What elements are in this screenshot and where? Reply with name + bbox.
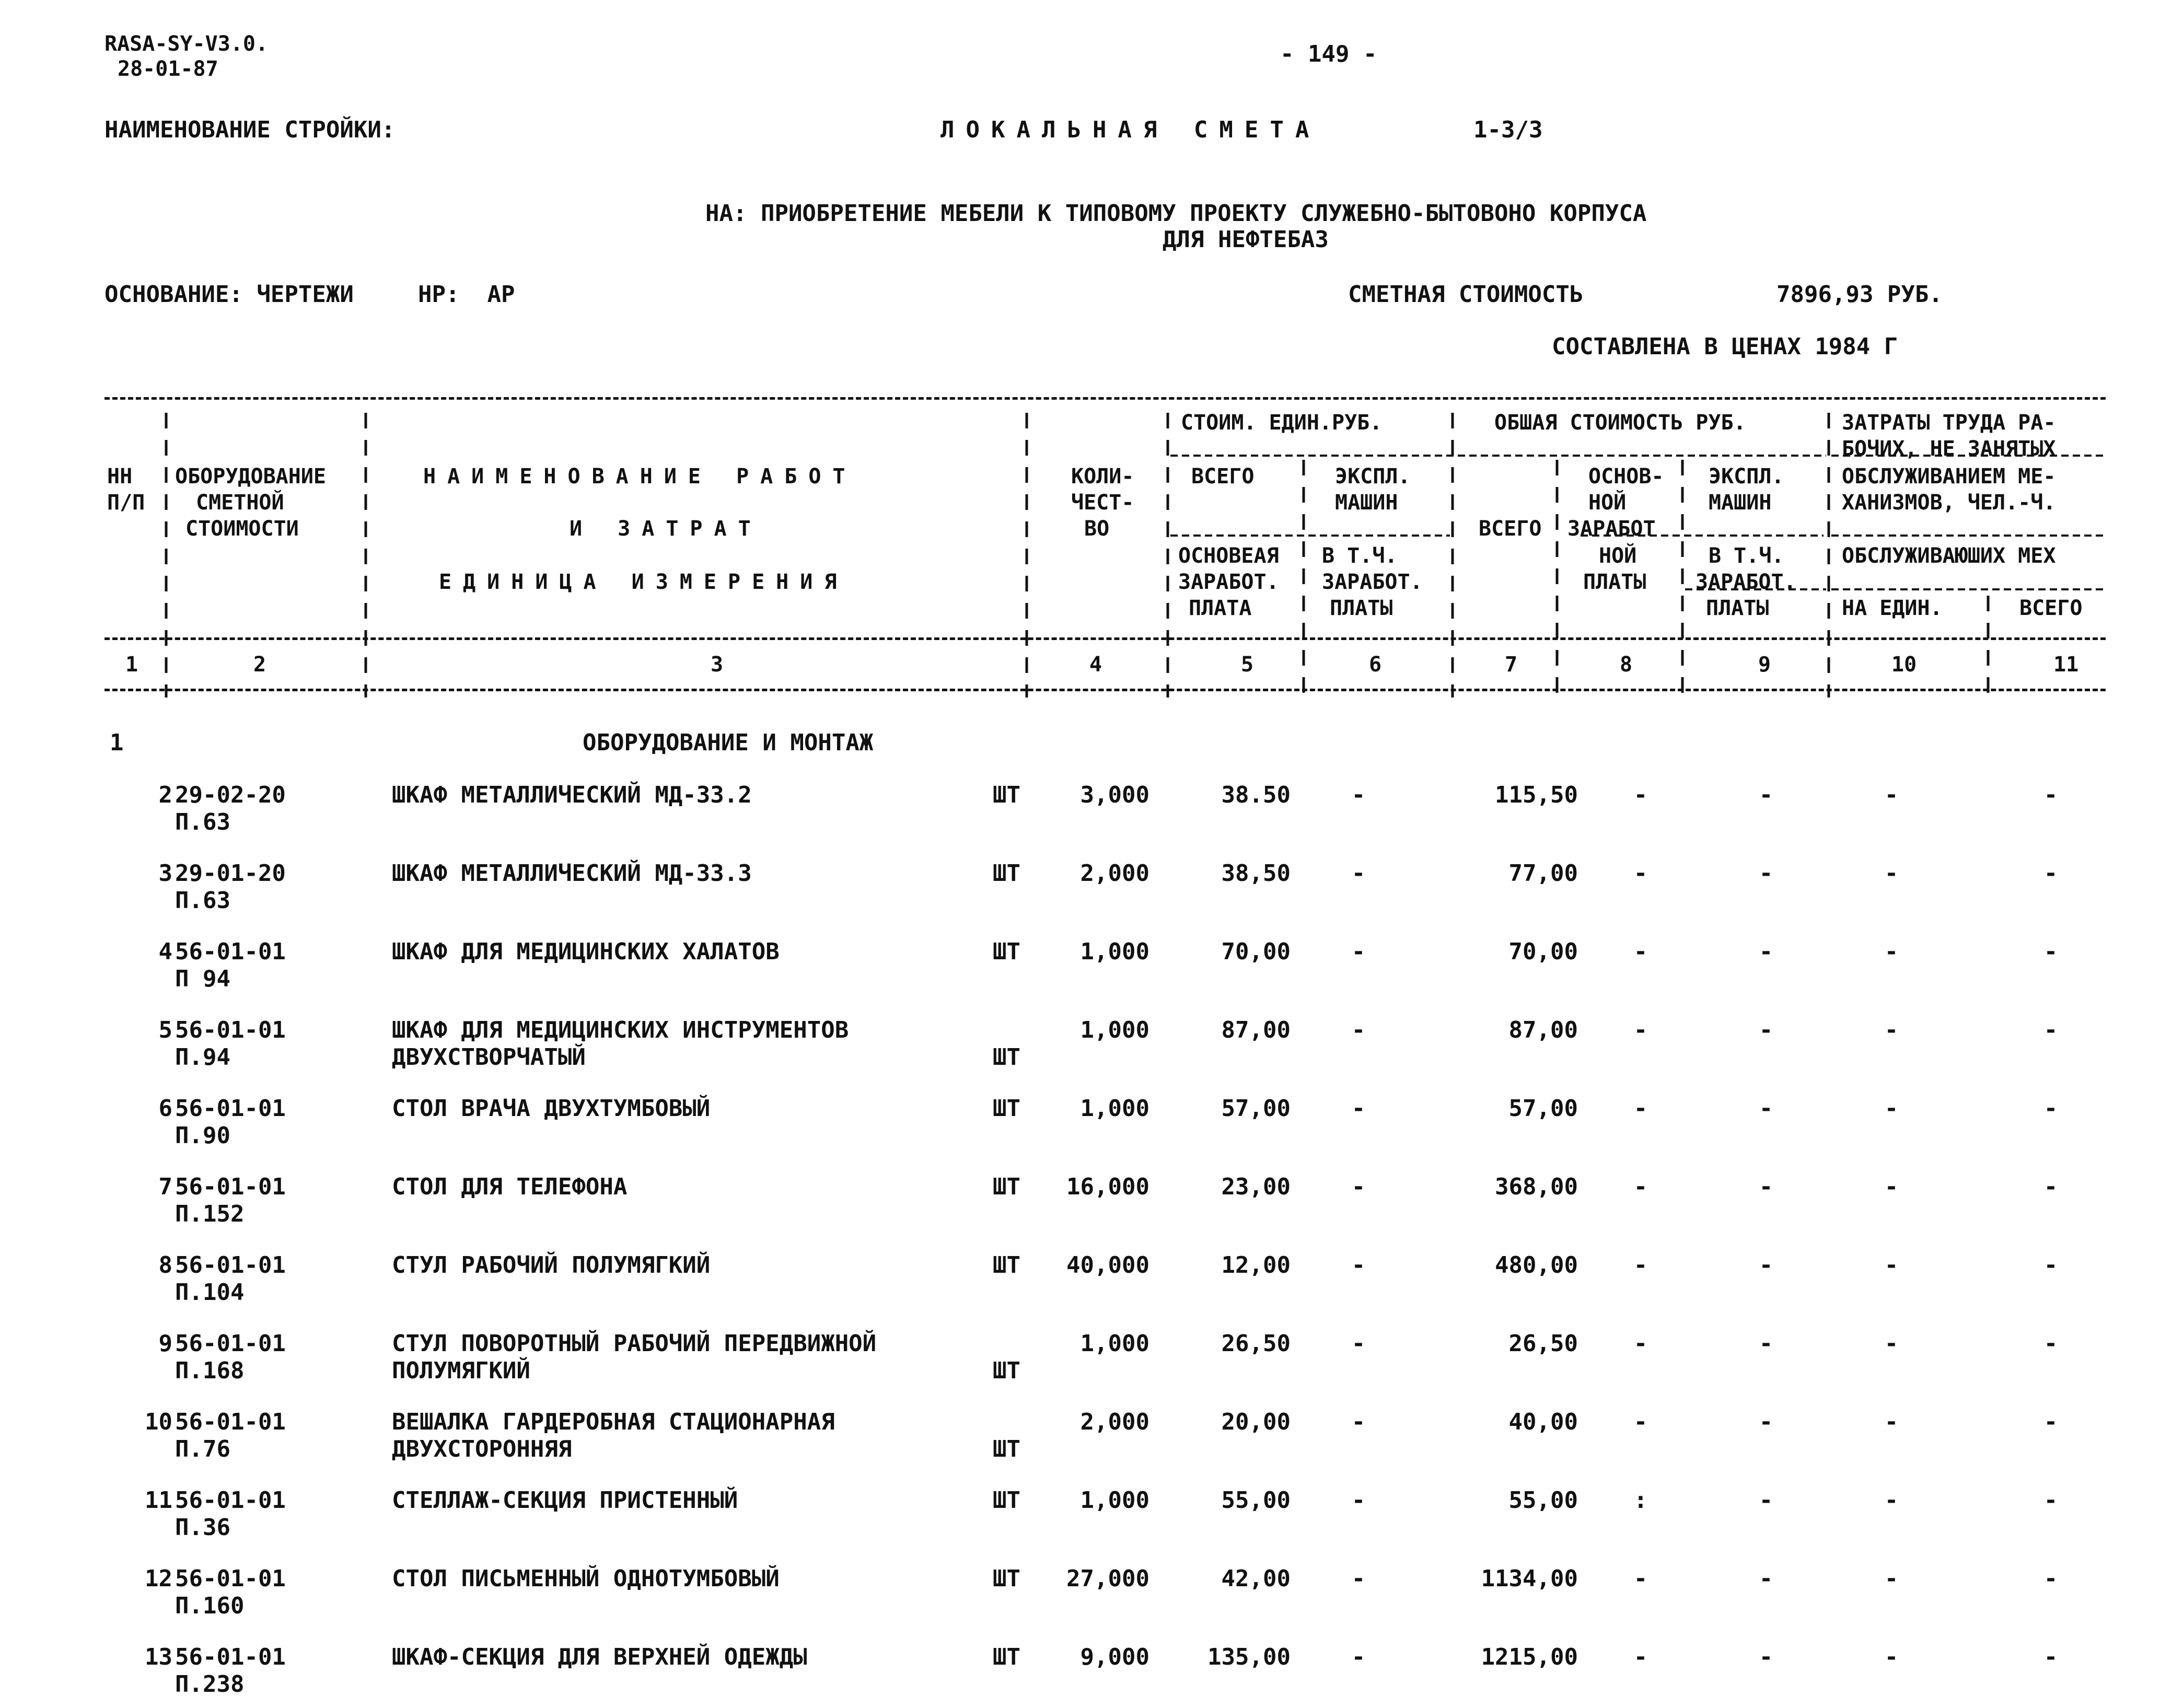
row-unit: ШТ [993, 1044, 1020, 1071]
hdr-c6-bot-1: В Т.Ч. [1322, 544, 1398, 568]
row-labor-per-unit: - [1884, 1644, 1899, 1670]
hdr-c6-top-2: МАШИН [1335, 491, 1398, 515]
hdr-c1-line-3: НН [107, 464, 133, 489]
row-machine-cost: - [1351, 1644, 1366, 1670]
row-number: 3 [158, 860, 172, 887]
row-quantity: 16,000 [1066, 1173, 1149, 1200]
row-machine-operation: - [1759, 1017, 1773, 1043]
row-base-wages: - [1633, 782, 1648, 808]
colnum-3: 3 [711, 653, 724, 677]
hdr-c1-line-4: П/П [107, 491, 145, 515]
row-reference: П 94 [175, 966, 230, 992]
row-total: 368,00 [1495, 1173, 1578, 1200]
row-quantity: 3,000 [1080, 782, 1149, 808]
row-total: 57,00 [1508, 1095, 1578, 1122]
row-labor-total: - [2043, 1487, 2058, 1514]
hdr-c6-bot-2: ЗАРАБОТ. [1322, 570, 1423, 594]
row-number: 8 [158, 1252, 172, 1279]
row-labor-total: - [2043, 1644, 2058, 1670]
row-machine-cost: - [1351, 1330, 1366, 1357]
row-unit-price: 38,50 [1221, 860, 1291, 887]
row-reference: П.160 [175, 1593, 245, 1619]
row-machine-operation: - [1759, 938, 1773, 965]
row-machine-operation: - [1759, 860, 1773, 887]
row-machine-cost: - [1351, 860, 1366, 887]
colnum-8: 8 [1620, 653, 1633, 677]
colnum-9: 9 [1758, 653, 1771, 677]
row-total: 1215,00 [1481, 1644, 1578, 1670]
row-labor-total: - [2043, 1409, 2058, 1435]
row-machine-operation: - [1759, 1330, 1773, 1357]
row-reference: П.76 [175, 1436, 230, 1462]
hdr-c11: ВСЕГО [2019, 596, 2083, 620]
row-name: ШКАФ МЕТАЛЛИЧЕСКИЙ МД-33.2 [392, 782, 752, 808]
row-name: СТУЛ РАБОЧИЙ ПОЛУМЯГКИЙ [392, 1252, 711, 1279]
row-labor-per-unit: - [1884, 1017, 1899, 1043]
row-base-wages: - [1633, 1173, 1648, 1200]
colnum-5: 5 [1241, 653, 1254, 677]
hdr-c2-line-2: СМЕТНОЙ [196, 491, 284, 515]
colnum-10: 10 [1891, 653, 1917, 677]
row-quantity: 1,000 [1080, 1095, 1149, 1122]
row-unit: ШТ [993, 1095, 1020, 1122]
row-unit-price: 38.50 [1221, 782, 1291, 808]
row-code: 56-01-01 [175, 1252, 286, 1279]
row-number: 11 [145, 1487, 172, 1514]
row-machine-cost: - [1351, 1487, 1366, 1514]
row-reference: П.168 [175, 1357, 245, 1384]
row-labor-total: - [2043, 1565, 2058, 1592]
hdr-c5-bot-2: ЗАРАБОТ. [1178, 570, 1279, 594]
row-unit: ШТ [993, 938, 1020, 965]
hdr-c8-line-4: НОЙ [1599, 544, 1637, 568]
row-labor-total: - [2043, 1252, 2058, 1279]
hdr-c3-line-2: И ЗАТРАТ [570, 517, 762, 541]
hdr-c3-line-3: ЕДИНИЦА ИЗМЕРЕНИЯ [439, 570, 849, 594]
row-total: 87,00 [1508, 1017, 1578, 1043]
row-unit: ШТ [993, 1252, 1020, 1279]
row-unit-price: 42,00 [1221, 1565, 1291, 1592]
row-reference: П.104 [175, 1279, 245, 1306]
subject-line-2: ДЛЯ НЕФТЕБАЗ [1163, 226, 1329, 253]
hdr-labor-line-4: ХАНИЗМОВ, ЧЕЛ.-Ч. [1842, 491, 2056, 515]
program-code: RASA-SY-V3.0. [104, 32, 269, 56]
hdr-c2-line-1: ОБОРУДОВАНИЕ [175, 464, 326, 489]
row-name: ШКАФ-СЕКЦИЯ ДЛЯ ВЕРХНЕЙ ОДЕЖДЫ [392, 1644, 807, 1670]
row-name: СТОЛ ВРАЧА ДВУХТУМБОВЫЙ [392, 1095, 711, 1122]
row-machine-operation: - [1759, 782, 1773, 808]
row-labor-per-unit: - [1884, 1330, 1899, 1357]
hdr-c8-line-2: НОЙ [1588, 491, 1627, 515]
row-number: 5 [158, 1017, 172, 1043]
construction-label: НАИМЕНОВАНИЕ СТРОЙКИ: [104, 117, 396, 143]
row-quantity: 40,000 [1066, 1252, 1149, 1279]
row-unit: ШТ [993, 1487, 1020, 1514]
row-reference: П.90 [175, 1122, 230, 1149]
row-labor-per-unit: - [1884, 1252, 1899, 1279]
row-labor-total: - [2043, 1095, 2058, 1122]
row-base-wages: - [1633, 1095, 1648, 1122]
row-unit: ШТ [993, 1357, 1020, 1384]
row-base-wages: - [1633, 860, 1648, 887]
row-total: 1134,00 [1481, 1565, 1578, 1592]
row-code: 56-01-01 [175, 1565, 286, 1592]
row-machine-operation: - [1759, 1644, 1773, 1670]
section-title: ОБОРУДОВАНИЕ И МОНТАЖ [583, 729, 874, 756]
row-name: ШКАФ МЕТАЛЛИЧЕСКИЙ МД-33.3 [392, 860, 752, 887]
row-total: 70,00 [1508, 938, 1578, 965]
row-code: 56-01-01 [175, 1017, 286, 1043]
colnum-1: 1 [125, 653, 138, 677]
row-reference: П.238 [175, 1671, 245, 1698]
row-unit: ШТ [993, 1436, 1020, 1462]
hdr-c8-line-5: ПЛАТЫ [1583, 570, 1646, 594]
hdr-unit-cost-group: СТОИМ. ЕДИН.РУБ. [1181, 411, 1383, 435]
row-number: 6 [158, 1095, 172, 1122]
row-name-cont: ДВУХСТВОРЧАТЫЙ [392, 1044, 586, 1071]
row-quantity: 1,000 [1080, 1330, 1149, 1357]
page-number: - 149 - [1280, 41, 1377, 67]
hdr-labor-line-3: ОБСЛУЖИВАНИЕМ МЕ- [1842, 464, 2056, 489]
row-labor-per-unit: - [1884, 1487, 1899, 1514]
row-name: СТУЛ ПОВОРОТНЫЙ РАБОЧИЙ ПЕРЕДВИЖНОЙ [392, 1330, 877, 1357]
row-labor-per-unit: - [1884, 1409, 1899, 1435]
row-base-wages: - [1633, 1409, 1648, 1435]
hdr-labor-line-1: ЗАТРАТЫ ТРУДА РА- [1842, 411, 2056, 435]
document-number: 1-3/3 [1473, 117, 1543, 143]
row-labor-total: - [2043, 938, 2058, 965]
row-labor-per-unit: - [1884, 1565, 1899, 1592]
row-unit-price: 26,50 [1221, 1330, 1291, 1357]
row-machine-operation: - [1759, 1487, 1773, 1514]
row-total: 480,00 [1495, 1252, 1578, 1279]
row-reference: П.94 [175, 1044, 230, 1071]
row-reference: П.63 [175, 809, 230, 835]
row-quantity: 1,000 [1080, 938, 1149, 965]
row-name: ШКАФ ДЛЯ МЕДИЦИНСКИХ ХАЛАТОВ [392, 938, 780, 965]
hdr-total-cost-group: ОБШАЯ СТОИМОСТЬ РУБ. [1494, 411, 1746, 435]
row-labor-total: - [2043, 1017, 2058, 1043]
row-total: 40,00 [1508, 1409, 1578, 1435]
basis-number: НР: АР [418, 281, 515, 308]
row-name-cont: ДВУХСТОРОННЯЯ [392, 1436, 572, 1462]
row-machine-cost: - [1351, 938, 1366, 965]
section-number: 1 [110, 729, 124, 756]
row-unit-price: 55,00 [1221, 1487, 1291, 1514]
row-unit: ШТ [993, 1565, 1020, 1592]
row-unit: ШТ [993, 1644, 1020, 1670]
subject-line-1: НА: ПРИОБРЕТЕНИЕ МЕБЕЛИ К ТИПОВОМУ ПРОЕКТУ СЛУЖЕБНО-БЫТОВОНО КОРПУСА [705, 200, 1647, 227]
hdr-c9-line-1: ЭКСПЛ. [1709, 464, 1784, 489]
prices-note: СОСТАВЛЕНА В ЦЕНАХ 1984 Г [1552, 333, 1898, 360]
row-machine-cost: - [1351, 1173, 1366, 1200]
hdr-c6-top-1: ЭКСПЛ. [1335, 464, 1411, 489]
row-machine-cost: - [1351, 1095, 1366, 1122]
row-labor-total: - [2043, 860, 2058, 887]
row-labor-per-unit: - [1884, 860, 1899, 887]
row-total: 55,00 [1508, 1487, 1578, 1514]
row-quantity: 2,000 [1080, 1409, 1149, 1435]
row-quantity: 1,000 [1080, 1487, 1149, 1514]
row-name-cont: ПОЛУМЯГКИЙ [392, 1357, 530, 1384]
row-number: 7 [158, 1173, 172, 1200]
document-title: ЛОКАЛЬНАЯ СМЕТА [940, 117, 1321, 143]
row-unit-price: 12,00 [1221, 1252, 1291, 1279]
row-name: СТЕЛЛАЖ-СЕКЦИЯ ПРИСТЕННЫЙ [392, 1487, 738, 1514]
row-total: 26,50 [1508, 1330, 1578, 1357]
row-reference: П.36 [175, 1514, 230, 1541]
row-base-wages: - [1633, 1644, 1648, 1670]
row-unit-price: 23,00 [1221, 1173, 1291, 1200]
hdr-c9-line-3: В Т.Ч. [1709, 544, 1784, 568]
row-number: 12 [145, 1565, 172, 1592]
row-number: 13 [145, 1644, 172, 1670]
colnum-6: 6 [1369, 653, 1382, 677]
row-labor-per-unit: - [1884, 1173, 1899, 1200]
row-base-wages: - [1633, 1330, 1648, 1357]
row-unit: ШТ [993, 782, 1020, 808]
estimated-cost-label: СМЕТНАЯ СТОИМОСТЬ [1348, 281, 1584, 308]
row-machine-cost: - [1351, 1409, 1366, 1435]
hdr-c8-line-3: ЗАРАБОТ [1567, 517, 1656, 541]
row-number: 10 [145, 1409, 172, 1435]
header-mid-rule [104, 637, 2106, 640]
hdr-c5-bot-3: ПЛАТА [1189, 596, 1252, 620]
row-unit-price: 20,00 [1221, 1409, 1291, 1435]
row-number: 2 [158, 782, 172, 808]
row-base-wages: - [1633, 1252, 1648, 1279]
hdr-c4-line-3: ВО [1084, 517, 1110, 541]
row-labor-per-unit: - [1884, 1095, 1899, 1122]
row-quantity: 9,000 [1080, 1644, 1149, 1670]
row-base-wages: - [1633, 1017, 1648, 1043]
colnum-11: 11 [2053, 653, 2079, 677]
row-unit: ШТ [993, 860, 1020, 887]
row-base-wages: - [1633, 1565, 1648, 1592]
header-bottom-rule [104, 689, 2106, 691]
row-reference: П.152 [175, 1201, 245, 1227]
basis-label: ОСНОВАНИЕ: ЧЕРТЕЖИ [104, 281, 354, 308]
row-machine-operation: - [1759, 1565, 1773, 1592]
row-quantity: 2,000 [1080, 860, 1149, 887]
row-machine-operation: - [1759, 1095, 1773, 1122]
row-name: СТОЛ ПИСЬМЕННЫЙ ОДНОТУМБОВЫЙ [392, 1565, 780, 1592]
colnum-7: 7 [1505, 653, 1518, 677]
row-code: 56-01-01 [175, 938, 286, 965]
row-number: 9 [158, 1330, 172, 1357]
row-code: 29-01-20 [175, 860, 286, 887]
row-base-wages: : [1633, 1487, 1648, 1514]
hdr-c9-line-4: ЗАРАБОТ. [1696, 570, 1796, 594]
row-labor-per-unit: - [1884, 938, 1899, 965]
program-date: 28-01-87 [118, 57, 218, 81]
row-labor-per-unit: - [1884, 782, 1899, 808]
row-machine-operation: - [1759, 1173, 1773, 1200]
row-labor-total: - [2043, 782, 2058, 808]
hdr-c3-line-1: НАИМЕНОВАНИЕ РАБОТ [423, 464, 857, 489]
row-quantity: 1,000 [1080, 1017, 1149, 1043]
row-code: 56-01-01 [175, 1330, 286, 1357]
row-unit-price: 70,00 [1221, 938, 1291, 965]
hdr-c4-line-1: КОЛИ- [1071, 464, 1134, 489]
colnum-2: 2 [253, 653, 266, 677]
row-labor-total: - [2043, 1330, 2058, 1357]
hdr-c9-line-5: ПЛАТЫ [1706, 596, 1769, 620]
row-code: 56-01-01 [175, 1487, 286, 1514]
row-quantity: 27,000 [1066, 1565, 1149, 1592]
hdr-labor-line-5: ОБСЛУЖИВАЮШИХ МЕХ [1842, 544, 2056, 568]
row-machine-operation: - [1759, 1409, 1773, 1435]
row-machine-cost: - [1351, 782, 1366, 808]
row-machine-cost: - [1351, 1252, 1366, 1279]
row-unit-price: 87,00 [1221, 1017, 1291, 1043]
row-name: ШКАФ ДЛЯ МЕДИЦИНСКИХ ИНСТРУМЕНТОВ [392, 1017, 849, 1043]
hdr-c7: ВСЕГО [1479, 517, 1542, 541]
row-total: 77,00 [1508, 860, 1578, 887]
row-machine-cost: - [1351, 1565, 1366, 1592]
row-code: 56-01-01 [175, 1095, 286, 1122]
row-base-wages: - [1633, 938, 1648, 965]
row-reference: П.63 [175, 887, 230, 914]
row-unit-price: 57,00 [1221, 1095, 1291, 1122]
colnum-4: 4 [1089, 653, 1102, 677]
hdr-c5-top: ВСЕГО [1191, 464, 1255, 489]
row-unit-price: 135,00 [1207, 1644, 1291, 1670]
row-machine-operation: - [1759, 1252, 1773, 1279]
row-code: 56-01-01 [175, 1409, 286, 1435]
hdr-labor-line-2: БОЧИХ, НЕ ЗАНЯТЫХ [1842, 437, 2056, 461]
hdr-c10: НА ЕДИН. [1842, 596, 1943, 620]
row-unit: ШТ [993, 1173, 1020, 1200]
hdr-c2-line-3: СТОИМОСТИ [185, 517, 299, 541]
hdr-c5-bot-1: ОСНОВЕАЯ [1178, 544, 1279, 568]
row-name: СТОЛ ДЛЯ ТЕЛЕФОНА [392, 1173, 628, 1200]
row-code: 29-02-20 [175, 782, 286, 808]
row-code: 56-01-01 [175, 1173, 286, 1200]
header-column-separators [0, 0, 2160, 705]
hdr-c9-line-2: МАШИН [1709, 491, 1772, 515]
row-name: ВЕШАЛКА ГАРДЕРОБНАЯ СТАЦИОНАРНАЯ [392, 1409, 835, 1435]
row-number: 4 [158, 938, 172, 965]
hdr-c4-line-2: ЧЕСТ- [1071, 491, 1134, 515]
estimated-cost-value: 7896,93 РУБ. [1776, 281, 1943, 308]
row-machine-cost: - [1351, 1017, 1366, 1043]
row-labor-total: - [2043, 1173, 2058, 1200]
row-total: 115,50 [1495, 782, 1578, 808]
hdr-c8-line-1: ОСНОВ- [1588, 464, 1664, 489]
row-code: 56-01-01 [175, 1644, 286, 1670]
hdr-c6-bot-3: ПЛАТЫ [1330, 596, 1393, 620]
